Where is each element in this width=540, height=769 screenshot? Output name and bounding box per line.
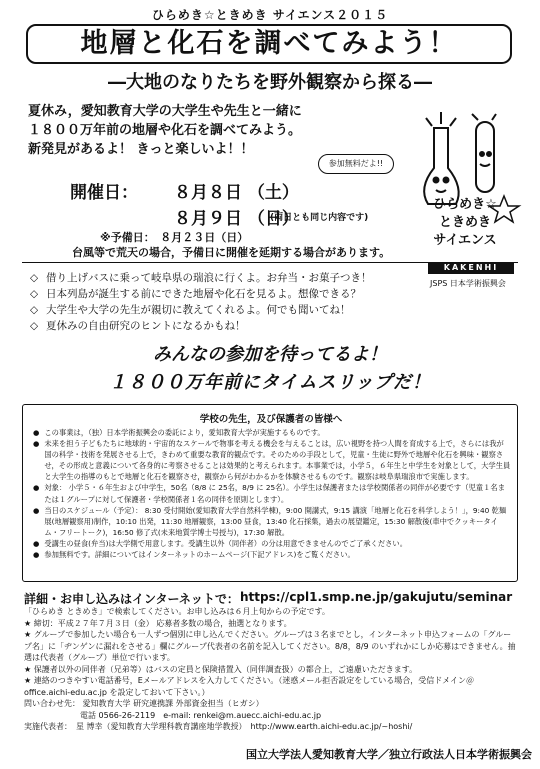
list-item-text: 日本列島が誕生する前にできた地層や化石を見るよ。想像できる？: [46, 288, 361, 300]
contact-line: 問い合わせ先： 愛知教育大学 研究連携課 外部資金担当（ヒガシ）: [24, 699, 264, 708]
list-item-text: 対象： 小学５・６年生および中学生，50名（8/8 に 25名，8/9 に 25名）。小学生は保護者または学校関係者の同伴が必要です（児童１名または１グループに対して保護者・学校関係者１名の同伴を原則とします）。: [44, 483, 505, 504]
footer-institutions: 国立大学法人愛知教育大学／独立行政法人日本学術振興会: [246, 748, 532, 761]
diamond-bullet-icon: ◇: [30, 288, 39, 300]
brand-logo: [410, 196, 520, 250]
feature-list: [30, 270, 430, 334]
list-item: [33, 427, 511, 438]
note-line: ★ 保護者以外の同伴者（兄弟等）はバスの定員と保険措置入（同伴調査扱）の都合上，ご遠慮いただきます。: [24, 664, 418, 674]
list-item: [33, 538, 511, 549]
free-badge: 参加無料だよ!!: [318, 154, 394, 174]
diamond-bullet-icon: ◇: [30, 320, 39, 332]
contact-line: 電話 0566-26-2119 e-mail: renkei@m.auecc.aichi-edu.ac.jp: [24, 710, 322, 720]
details-url[interactable]: https://cpl1.smp.ne.jp/gakujutu/seminar: [240, 590, 513, 604]
teacher-notice-box: [22, 404, 518, 582]
list-item-text: 借り上げバスに乗って岐阜県の瑞浪に行くよ。お弁当・お菓子つき！: [46, 272, 372, 284]
call-to-action-2: １８００万年前にタイムスリップだ！: [109, 372, 431, 393]
reserve-date: ※予備日： ８月２３日（日）: [100, 231, 249, 244]
reserve-note: 台風等で荒天の場合，予備日に開催を延期する場合があります。: [72, 246, 391, 259]
list-item-text: 大学生や大学の先生が親切に教えてくれるよ。何でも聞いてね！: [46, 304, 351, 316]
series-name: ひらめき☆ときめき サイエンス２０１５: [151, 8, 389, 22]
brand-line: ひらめき☆: [433, 197, 497, 212]
list-item: [33, 505, 511, 538]
bullet-dot-icon: ●: [33, 439, 40, 449]
brand-line: サイエンス: [433, 233, 497, 248]
intro-text: [28, 102, 388, 159]
note-line: ★ 締切：平成２７年７月３日（金） 応募者多数の場合，抽選となります。: [24, 618, 292, 628]
list-item: [30, 286, 430, 302]
list-item: [30, 318, 430, 334]
divider: [22, 262, 518, 263]
date-label: 開催日：: [70, 183, 138, 203]
list-item: [33, 438, 511, 482]
list-item: [30, 270, 430, 286]
intro-line: 新発見があるよ！ きっと楽しいよ！！: [28, 142, 254, 157]
note-line: ★ グループで参加したい場合も一人ずつ個別に申し込んでください。グループは３名までとし，インターネット申込フォームの「グループ名」に「ヂンゲンに漏れをさせる」欄にグループ代表者の名前を記入してください。8/8，8/9 のいずれかにしか応募はできません。抽選は代表者（グループ）単位で行います。: [24, 630, 516, 662]
list-item: [30, 302, 430, 318]
date-day2: ８月９日 （日）: [174, 209, 299, 229]
list-item-text: 受講生の昼食(弁当)は大学側で用意します。受講生以外（同伴者）の分は用意できませんのでご了承ください。: [44, 538, 408, 548]
teacher-notice-list: [33, 427, 511, 560]
details-notes: [24, 606, 518, 733]
bullet-dot-icon: ●: [33, 538, 40, 548]
list-item-text: 当日のスケジュール（予定）： 8:30 受付開始(愛知教育大学自然科学棟)，9:00 開講式，9:15 講演「地層と化石を科学しよう！」，9:40 乾麺展(地層観察用)制作，10:10 出発，11:30 地層観察，13:00 昼食，13:40 化石採集，過去の展望鑑定，15:30 解散後(車中でクッキータイム・フリートーク)，16:50 修了式(未来地質学博士号授与)，17:30 解散。: [44, 505, 507, 537]
list-item: [33, 482, 511, 504]
date-day1: ８月８日 （土）: [174, 183, 299, 203]
list-item-text: この事業は，（独）日本学術振興会の委託により，愛知教育大学が実施するものです。: [44, 428, 325, 437]
bullet-dot-icon: ●: [33, 505, 40, 515]
list-item-text: 未来を担う子どもたちに地球的・宇宙的なスケールで物事を考える機会を与えることは，広い視野を持つ人間を育成する上で，さらには我が国の科学・技術を発展させる上で，きわめて重要な教育的観点です。そのための手段として，児童・生徒に野外で地層や化石を興味・観察させ，その形成と意義について各身的に考察させることは効果的と考えられます。本事業では，小学５，６年生と中学生を対象として，大学生員と大学生の指導のもとで地層と化石を観察させ，観察から何がわかるかを体験させるものです。観察は岐阜県瑞浪市で実施します。: [44, 439, 511, 482]
brand-line: ときめき: [438, 215, 491, 230]
jsps-label: JSPS 日本学術振興会: [430, 279, 506, 288]
bullet-dot-icon: ●: [33, 483, 40, 493]
note-line: 「ひらめき ときめき」で検索してください。お申し込みは６月上旬からの予定です。: [24, 607, 330, 616]
intro-line: １８００万年前の地層や化石を調べてみよう。: [28, 123, 302, 138]
diamond-bullet-icon: ◇: [30, 272, 39, 284]
contact-line: 実施代表者： 星 博幸（愛知教育大学理科教育講座地学教授） http://www.earth.aichi-edu.ac.jp/~hoshi/: [24, 722, 413, 731]
intro-line: 夏休み，愛知教育大学の大学生や先生と一緒に: [28, 104, 302, 119]
date-note: (両日とも同じ内容です): [270, 213, 369, 223]
page-subtitle: ―大地のなりたちを野外観察から探る―: [108, 72, 432, 93]
call-to-action-1: みんなの参加を待ってるよ！: [153, 344, 387, 365]
page-title: 地層と化石を調べてみよう！: [26, 24, 512, 64]
tube-character-icon: [472, 114, 496, 192]
bullet-dot-icon: ●: [33, 428, 40, 437]
list-item-text: 参加無料です。詳細についてはインターネットのホームページ(下記アドレス)をご覧ください。: [44, 550, 355, 560]
list-item: [33, 549, 511, 560]
flask-character-icon: [424, 112, 459, 204]
kakenhi-label: KAKENHI: [428, 262, 514, 274]
bullet-dot-icon: ●: [33, 550, 40, 560]
list-item-text: 夏休みの自由研究のヒントになるかもね！: [46, 320, 246, 332]
diamond-bullet-icon: ◇: [30, 304, 39, 316]
note-line: ★ 連絡のつきやすい電話番号，Eメールアドレスを入力してください。（迷惑メール拒否設定をしている場合，受信ドメイン＠office.aichi-edu.ac.jp を設定しておいて下さい。）: [24, 676, 474, 697]
details-heading: 詳細・お申し込みはインターネットで：: [24, 592, 239, 606]
teacher-notice-title: 学校の先生，及び保護者の皆様へ: [199, 414, 343, 425]
